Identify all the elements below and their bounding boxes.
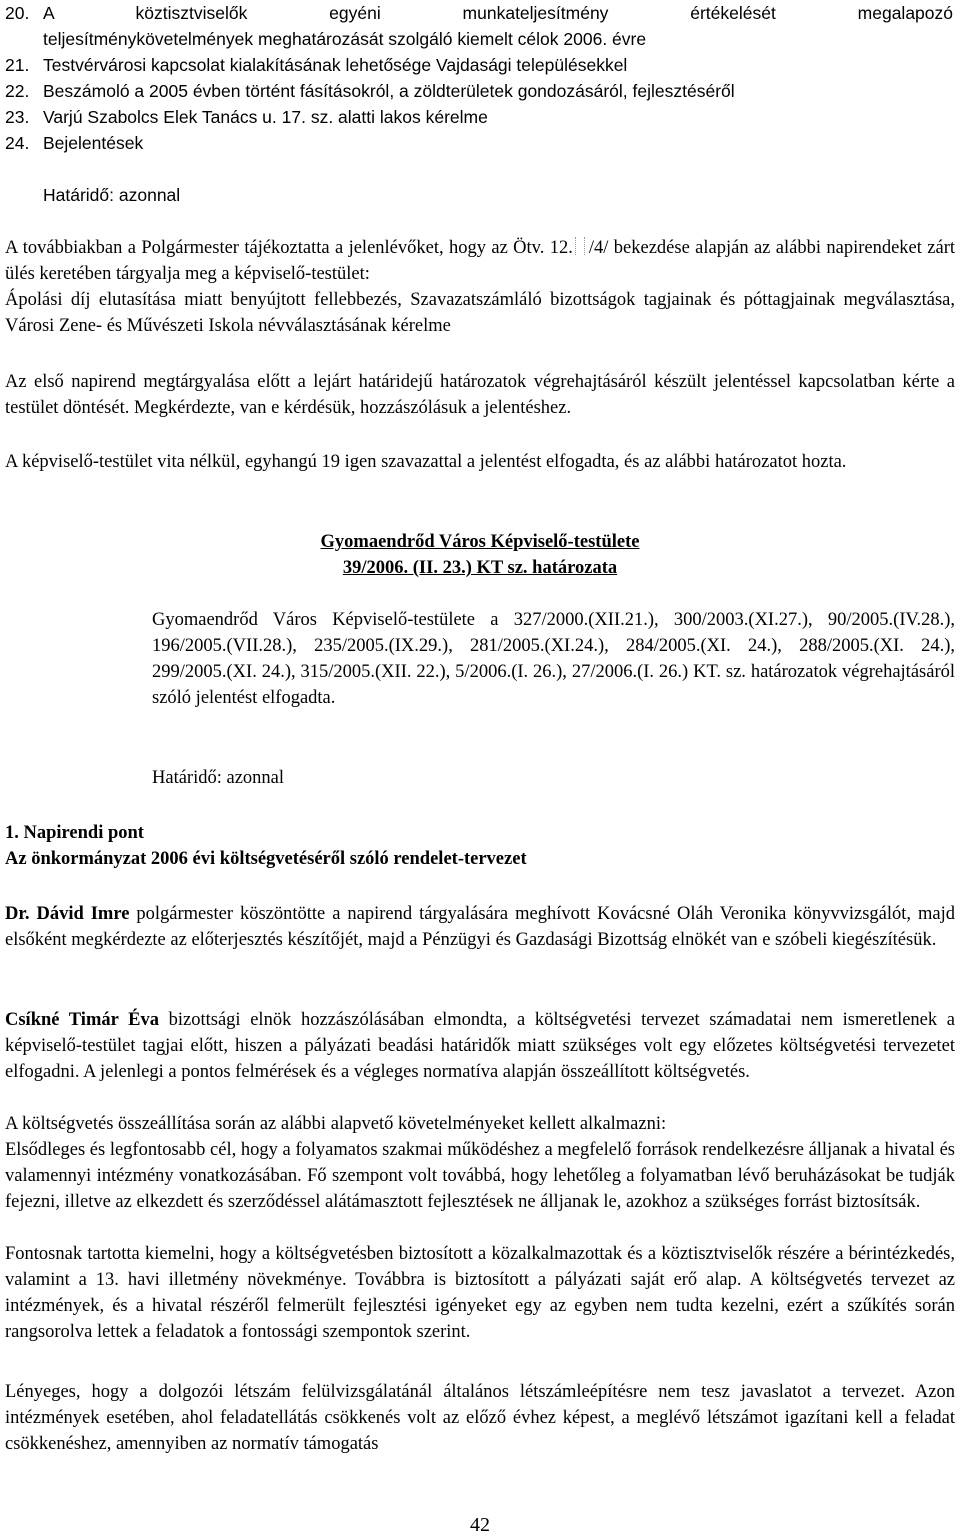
resolution-heading-1-text: Gyomaendrőd Város Képviselő-testülete [320,532,640,552]
section-mark-icon [575,237,585,255]
agenda-point-subject: Az önkormányzat 2006 évi költségvetéséről szóló rendelet-tervezet [5,849,527,869]
vote-paragraph: A képviselő-testület vita nélkül, egyhangú 19 igen szavazattal a jelentést elfogadta, és az alábbi határozatot hozta. [5,452,847,472]
agenda-item [5,52,955,78]
agenda-item-text: Bejelentések [43,133,144,153]
resolution-deadline: Határidő: azonnal [152,768,285,788]
agenda-item-continuation: teljesítménykövetelmények meghatározását szolgáló kiemelt célok 2006. évre [43,29,647,49]
agenda-list [5,0,955,156]
agenda-item [5,78,955,104]
agenda-item [5,0,955,26]
closed-session-paragraph [5,235,955,339]
agenda-item-number: 22. [5,81,30,101]
paragraph-wage-measures: Fontosnak tartotta kiemelni, hogy a költségvetésben biztosított a közalkalmazottak és a köztisztviselők részére a bérintézkedés, valamint a 13. havi illetmény növekménye. Továbbra is biztosított a pályázati saját erő alap. A költségvetés tervezet az intézmények, és a hivatal részéről felmerült fejlesztési igényeket egy az egyben nem tudta kezelni, ezért a szűkítés során rangsorolva lettek a feladatok a fontossági szempontok szerint. [5,1244,955,1342]
resolution-heading-1 [0,529,960,555]
agenda-deadline: Határidő: azonnal [43,185,181,205]
agenda-item-number: 21. [5,55,30,75]
agenda-item [5,104,955,130]
paragraph-text: bizottsági elnök hozzászólásában elmondta, a költségvetési tervezet számadatai nem ismeretlenek a képviselő-testület tagjai előtt, hiszen a pályázati beadási határidők miatt szükséges volt egy előzetes költségvetési tervezetet elfogadni. A jelenlegi a pontos felmérések és a végleges normatíva alapján összeállított költségvetés. [5,1010,955,1082]
resolution-heading-2 [0,555,960,581]
closed-session-topics: Ápolási díj elutasítása miatt benyújtott fellebbezés, Szavazatszámláló bizottságok tagjainak és póttagjainak megválasztása, Városi Zene- és Művészeti Iskola névválasztásának kérelme [5,290,955,336]
paragraph-requirements-intro: A költségvetés összeállítása során az alábbi alapvető követelményeket kellett alkalmazni: [5,1114,667,1134]
first-item-intro: Az első napirend megtárgyalása előtt a lejárt határidejű határozatok végrehajtásáról készült jelentéssel kapcsolatban kérte a testület döntését. Megkérdezte, van e kérdésük, hozzászólásuk a jelentéshez. [5,372,955,418]
agenda-item [5,130,955,156]
agenda-point-title: 1. Napirendi pont [5,823,144,843]
closed-session-intro-part2: /4/ bekezdése alapján az alábbi napirendeket zárt ülés keretében tárgyalja meg a képviselő-testület: [5,238,955,284]
paragraph-text: polgármester köszöntötte a napirend tárgyalására meghívott Kovácsné Oláh Veronika könyvvizsgálót, majd elsőként megkérdezte az előterjesztés készítőjét, majd a Pénzügyi és Gazdasági Bizottság elnökét van e szóbeli kiegészítésük. [5,904,955,950]
speaker-name: Dr. Dávid Imre [5,904,130,924]
paragraph-bizottsagi-elnok [5,1007,955,1085]
agenda-item-number: 24. [5,133,30,153]
agenda-item-text: Varjú Szabolcs Elek Tanács u. 17. sz. alatti lakos kérelme [43,107,488,127]
resolution-heading-2-text: 39/2006. (II. 23.) KT sz. határozata [342,558,618,578]
agenda-item-text: Beszámoló a 2005 évben történt fásításokról, a zöldterületek gondozásáról, fejlesztéséről [43,81,735,101]
resolution-body: Gyomaendrőd Város Képviselő-testülete a 327/2000.(XII.21.), 300/2003.(XI.27.), 90/2005.(IV.28.), 196/2005.(VII.28.), 235/2005.(IX.29.), 281/2005.(XI.24.), 284/2005.(XI. 24.), 288/2005.(XI. 24.), 299/2005.(XI. 24.), 315/2005.(XII. 22.), 5/2006.(I. 26.), 27/2006.(I. 26.) KT. sz. határozatok végrehajtásáról szóló jelentést elfogadta. [152,610,955,708]
agenda-item-number: 20. [5,3,30,23]
speaker-name: Csíkné Timár Éva [5,1010,159,1030]
closed-session-intro-part1: A továbbiakban a Polgármester tájékoztatta a jelenlévőket, hogy az Ötv. 12. [5,238,573,258]
page-number: 42 [470,1514,490,1536]
paragraph-headcount: Lényeges, hogy a dolgozói létszám felülvizsgálatánál általános létszámleépítésre nem tesz javaslatot a tervezet. Azon intézmények esetében, ahol feladatellátás csökkenés volt az előző évhez képest, a meglévő létszámot igazítani kell a feladat csökkenéshez, amennyiben az normatív támogatás [5,1382,955,1454]
paragraph-primary-goal: Elsődleges és legfontosabb cél, hogy a folyamatos szakmai működéshez a megfelelő források rendelkezésre álljanak a hivatal és valamennyi intézmény vonatkozásában. Fő szempont volt továbbá, hogy lehetőleg a folyamatban lévő beruházásokat be tudják fejezni, illetve az elkezdett és szerződéssel alátámasztott fejlesztések ne álljanak le, azokhoz a szükséges forrást biztosítsák. [5,1140,955,1212]
agenda-item-text: A köztisztviselők egyéni munkateljesítmény értékelését megalapozó [43,3,953,23]
paragraph-polgarmester [5,901,955,953]
agenda-item-number: 23. [5,107,30,127]
agenda-item-text: Testvérvárosi kapcsolat kialakításának lehetősége Vajdasági településekkel [43,55,628,75]
